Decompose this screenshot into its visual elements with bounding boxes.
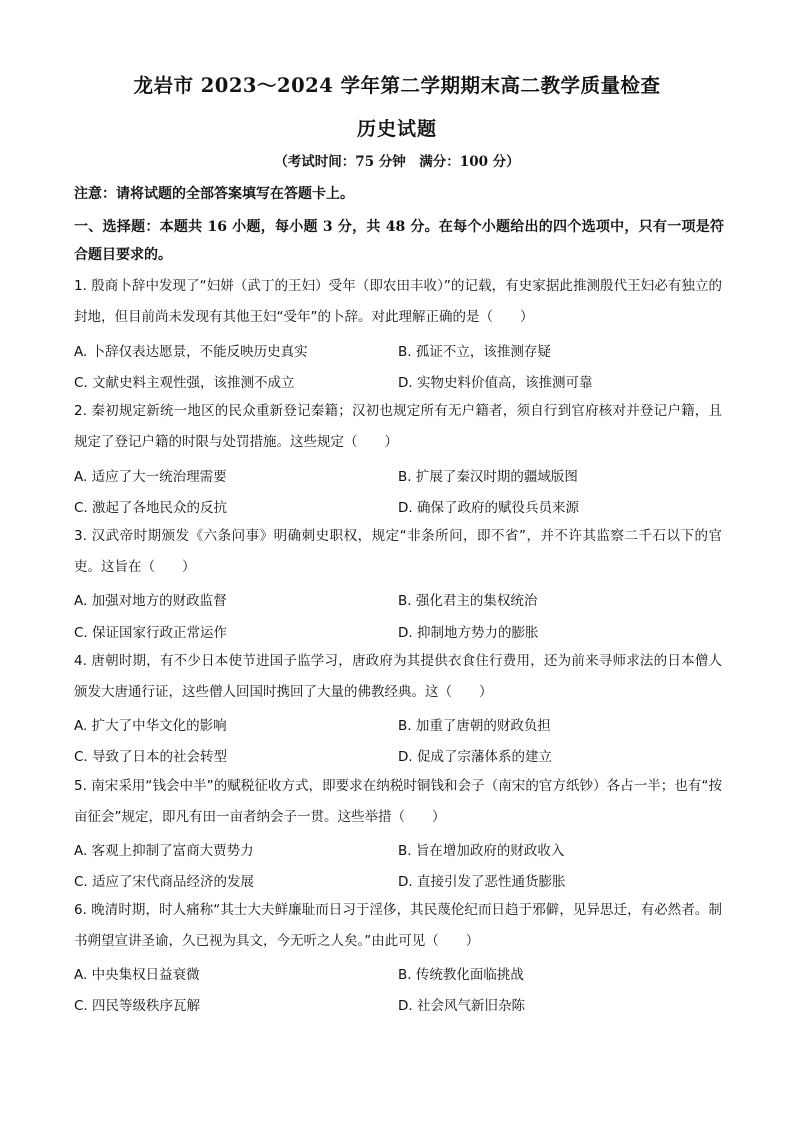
option-c: C. 导致了日本的社会转型 bbox=[74, 749, 228, 765]
option-c: C. 激起了各地民众的反抗 bbox=[74, 500, 228, 516]
option-c: C. 保证国家行政正常运作 bbox=[74, 625, 228, 641]
option-d: D. 抑制地方势力的膨胀 bbox=[398, 625, 539, 641]
question-stem: 4. 唐朝时期，有不少日本使节进国子监学习，唐政府为其提供衣食住行费用，还为前来寻师求法的日本僧人颁发大唐通行证，这些僧人回国时携回了大量的佛教经典。这（ ） bbox=[74, 653, 722, 700]
exam-subject: 历史试题 bbox=[356, 118, 437, 140]
option-b: B. 强化君主的集权统治 bbox=[398, 593, 538, 609]
option-a: A. 卜辞仅表达愿景，不能反映历史真实 bbox=[74, 344, 308, 360]
option-c: C. 四民等级秩序瓦解 bbox=[74, 998, 201, 1014]
exam-info: （考试时间：75 分钟 满分：100 分） bbox=[274, 154, 520, 170]
option-a: A. 适应了大一统治理需要 bbox=[74, 469, 227, 485]
question-stem: 3. 汉武帝时期颁发《六条问事》明确刺史职权，规定“非条所问，即不省”，并不许其监察二千石以下的官吏。这旨在（ ） bbox=[74, 528, 722, 575]
option-b: B. 传统教化面临挑战 bbox=[398, 967, 524, 983]
option-c: C. 适应了宋代商品经济的发展 bbox=[74, 874, 255, 890]
question-stem: 1. 殷商卜辞中发现了“妇姘（武丁的王妇）受年（即农田丰收）”的记载，有史家据此推测殷代王妇必有独立的封地，但目前尚未发现有其他王妇“受年”的卜辞。对此理解正确的是（ ） bbox=[74, 278, 722, 325]
option-a: A. 加强对地方的财政监督 bbox=[74, 593, 227, 609]
option-a: A. 客观上抑制了富商大贾势力 bbox=[74, 843, 254, 859]
option-d: D. 社会风气新旧杂陈 bbox=[398, 998, 525, 1014]
option-b: B. 孤证不立，该推测存疑 bbox=[398, 344, 551, 360]
option-a: A. 扩大了中华文化的影响 bbox=[74, 718, 227, 734]
option-b: B. 加重了唐朝的财政负担 bbox=[398, 718, 551, 734]
question-stem: 6. 晚清时期，时人痛称“其士大夫鲜廉耻而日习于淫侈，其民蔑伦纪而日趋于邪僻，见异思迁，有必然者。制书朔望宣讲圣谕，久已视为具文，今无听之人矣。”由此可见（ ） bbox=[74, 902, 722, 949]
option-d: D. 实物史料价值高，该推测可靠 bbox=[398, 375, 593, 391]
option-d: D. 促成了宗藩体系的建立 bbox=[398, 749, 552, 765]
question-stem: 5. 南宋采用“钱会中半”的赋税征收方式，即要求在纳税时铜钱和会子（南宋的官方纸钞）各占一半；也有“按亩征会”规定，即凡有田一亩者纳会子一贯。这些举措（ ） bbox=[74, 778, 722, 825]
exam-title: 龙岩市 2023～2024 学年第二学期期末高二教学质量检查 bbox=[133, 74, 661, 97]
option-c: C. 文献史料主观性强，该推测不成立 bbox=[74, 375, 295, 391]
question-stem: 2. 秦初规定新统一地区的民众重新登记秦籍；汉初也规定所有无户籍者，须自行到官府核对并登记户籍，且规定了登记户籍的时限与处罚措施。这些规定（ ） bbox=[74, 403, 722, 450]
option-d: D. 确保了政府的赋役兵员来源 bbox=[398, 500, 579, 516]
option-b: B. 旨在增加政府的财政收入 bbox=[398, 843, 565, 859]
section-heading: 一、选择题：本题共 16 小题，每小题 3 分，共 48 分。在每个小题给出的四个选项中，只有一项是符合题目要求的。 bbox=[74, 219, 724, 263]
option-b: B. 扩展了秦汉时期的疆域版图 bbox=[398, 469, 578, 485]
option-a: A. 中央集权日益衰微 bbox=[74, 967, 200, 983]
exam-notice: 注意：请将试题的全部答案填写在答题卡上。 bbox=[74, 186, 354, 202]
option-d: D. 直接引发了恶性通货膨胀 bbox=[398, 874, 566, 890]
